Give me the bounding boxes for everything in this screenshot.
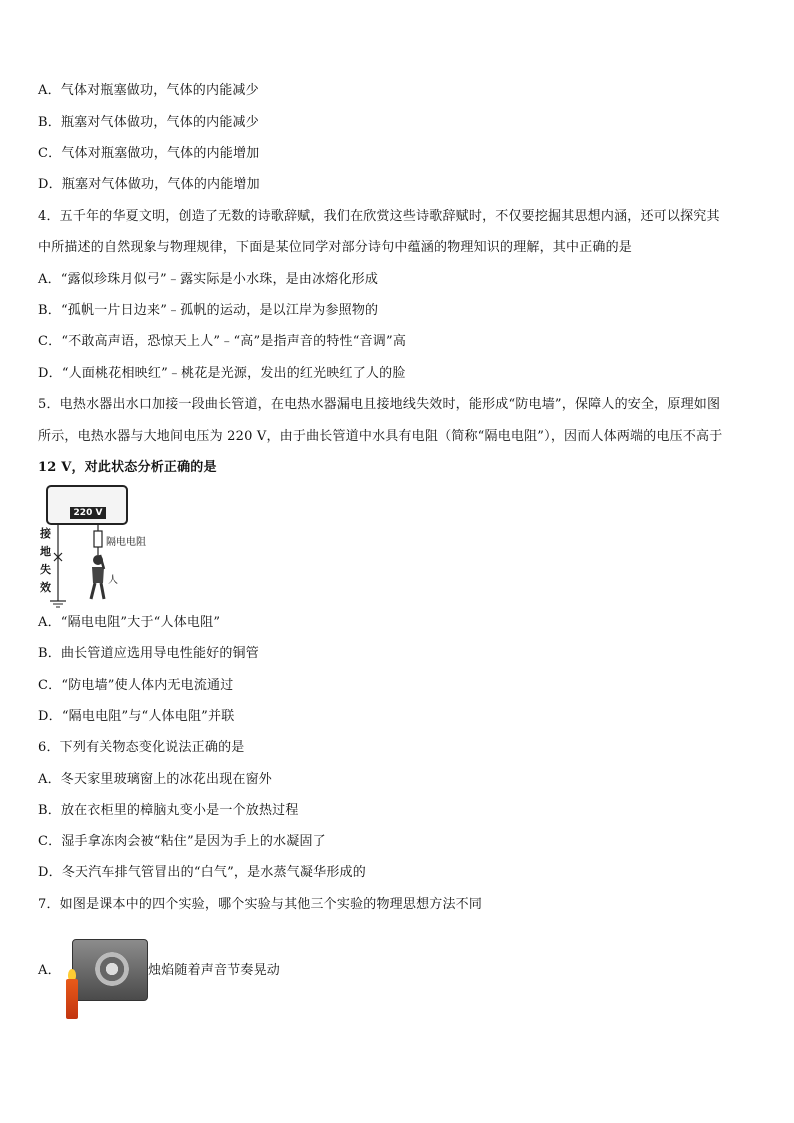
ground-fail-char-4: 效 (40, 581, 51, 594)
voltage-label: 220 V (70, 507, 106, 519)
candle (66, 979, 78, 1019)
q6-option-a: A．冬天家里玻璃窗上的冰花出现在窗外 (38, 772, 272, 787)
q7-option-a-caption: 烛焰随着声音节奏晃动 (148, 963, 281, 978)
q3-option-b: B．瓶塞对气体做功，气体的内能减少 (38, 115, 259, 130)
speaker-cone (95, 952, 129, 986)
q5-option-b: B．曲长管道应选用导电性能好的铜管 (38, 646, 259, 661)
q6-option-d: D．冬天汽车排气管冒出的“白气”，是水蒸气凝华形成的 (38, 865, 366, 880)
water-heater-figure (40, 483, 150, 608)
q7-option-a-letter: A． (38, 963, 61, 978)
speaker-candle-figure (66, 935, 148, 1021)
q4-option-a: A．“露似珍珠月似弓”﹣露实际是小水珠，是由冰熔化形成 (38, 272, 379, 287)
ground-fail-char-3: 失 (40, 563, 51, 576)
ground-fail-char-1: 接 (40, 527, 51, 540)
person-label: 人 (108, 575, 118, 586)
q4-stem-line2: 中所描述的自然现象与物理规律，下面是某位同学对部分诗句中蕴涵的物理知识的理解，其中正确的是 (38, 240, 633, 255)
q3-option-d: D．瓶塞对气体做功，气体的内能增加 (38, 177, 260, 192)
q5-stem-line2: 所示，电热水器与大地间电压为 220 V，由于曲长管道中水具有电阻（简称“隔电电阻”），因而人体两端的电压不高于 (38, 429, 723, 444)
q5-stem-line1: 5．电热水器出水口加接一段曲长管道，在电热水器漏电且接地线失效时，能形成“防电墙”，保障人的安全，原理如图 (38, 397, 721, 412)
q7-stem: 7．如图是课本中的四个实验，哪个实验与其他三个实验的物理思想方法不同 (38, 897, 483, 912)
ground-fail-char-2: 地 (40, 545, 51, 558)
q5-option-d: D．“隔电电阻”与“人体电阻”并联 (38, 709, 235, 724)
q6-option-c: C．湿手拿冻肉会被“粘住”是因为手上的水凝固了 (38, 834, 326, 849)
q5-stem-line3: 12 V，对此状态分析正确的是 (38, 460, 217, 475)
q4-option-c: C．“不敢高声语，恐惊天上人”﹣“高”是指声音的特性“音调”高 (38, 334, 407, 349)
q5-option-a: A．“隔电电阻”大于“人体电阻” (38, 615, 221, 630)
q4-stem-line1: 4．五千年的华夏文明，创造了无数的诗歌辞赋，我们在欣赏这些诗歌辞赋时，不仅要挖掘其思想内涵，还可以探究其 (38, 209, 720, 224)
q3-option-a: A．气体对瓶塞做功，气体的内能减少 (38, 83, 259, 98)
q3-option-c: C．气体对瓶塞做功，气体的内能增加 (38, 146, 260, 161)
q5-option-c: C．“防电墙”使人体内无电流通过 (38, 678, 234, 693)
resistor-label: 隔电电阻 (106, 537, 146, 548)
q6-option-b: B．放在衣柜里的樟脑丸变小是一个放热过程 (38, 803, 299, 818)
q4-option-d: D．“人面桃花相映红”﹣桃花是光源，发出的红光映红了人的脸 (38, 366, 406, 381)
q6-stem: 6．下列有关物态变化说法正确的是 (38, 740, 245, 755)
speaker-body (72, 939, 148, 1001)
q4-option-b: B．“孤帆一片日边来”﹣孤帆的运动，是以江岸为参照物的 (38, 303, 379, 318)
